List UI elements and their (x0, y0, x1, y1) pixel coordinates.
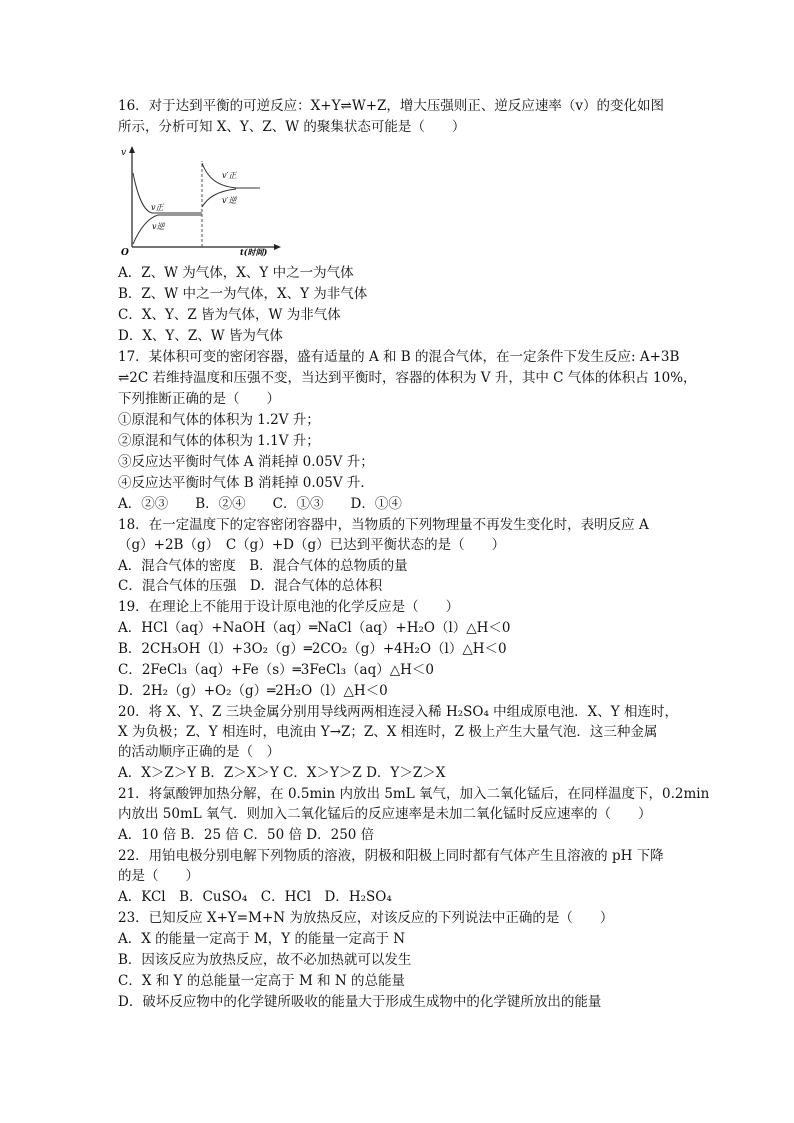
q22-stem-line-1: 22．用铂电极分别电解下列物质的溶液，阴极和阳极上同时都有气体产生且溶液的 pH 下降 (118, 848, 664, 864)
v-reverse-label: v逆 (152, 222, 165, 231)
q17-options: A．②③ B．②④ C．①③ D．①④ (118, 496, 402, 512)
q16-option-c: C．X、Y、Z 皆为气体，W 为非气体 (118, 307, 341, 323)
y-axis-label: v (121, 148, 127, 158)
q19-option-d: D．2H₂（g）+O₂（g）═2H₂O（l）△H＜0 (118, 683, 388, 699)
q19-option-a: A．HCl（aq）+NaOH（aq）═NaCl（aq）+H₂O（l）△H＜0 (118, 620, 511, 636)
q19-stem: 19．在理论上不能用于设计原电池的化学反应是（ ） (118, 599, 460, 615)
rate-time-graph (118, 143, 283, 258)
origin-label: O (121, 248, 129, 258)
q21-options: A．10 倍 B．25 倍 C．50 倍 D．250 倍 (118, 827, 375, 843)
q23-option-b: B．因该反应为放热反应，故不必加热就可以发生 (118, 952, 412, 968)
q19-option-b: B．2CH₃OH（l）+3O₂（g）═2CO₂（g）+4H₂O（l）△H＜0 (118, 641, 507, 657)
q17-item-2: ②原混和气体的体积为 1.1V 升； (118, 433, 320, 449)
q16-option-d: D．X、Y、Z、W 皆为气体 (118, 328, 283, 344)
v-reverse-curve (133, 215, 202, 244)
q16-stem-line-1: 16．对于达到平衡的可逆反应：X+Y⇌W+Z，增大压强则正、逆反应速率（v）的变化如图 (118, 98, 665, 114)
q23-option-c: C．X 和 Y 的总能量一定高于 M 和 N 的总能量 (118, 973, 406, 989)
q17-stem-line-3: 下列推断正确的是（ ） (118, 391, 280, 407)
q22-options: A．KCl B．CuSO₄ C．HCl D．H₂SO₄ (118, 889, 392, 905)
v-forward-curve (133, 173, 202, 213)
v-forward-label: v正 (151, 203, 164, 212)
q16-option-b: B．Z、W 中之一为气体，X、Y 为非气体 (118, 286, 368, 302)
q22-stem-line-2: 的是（ ） (118, 868, 199, 884)
q17-stem-line-2: ⇌2C 若维持温度和压强不变，当达到平衡时，容器的体积为 V 升，其中 C 气体的体积占 10%， (118, 370, 697, 386)
q19-option-c: C．2FeCl₃（aq）+Fe（s）═3FeCl₃（aq）△H＜0 (118, 662, 434, 678)
q16-stem-line-2: 所示，分析可知 X、Y、Z、W 的聚集状态可能是（ ） (118, 119, 466, 135)
q17-stem-line-1: 17．某体积可变的密闭容器，盛有适量的 A 和 B 的混合气体，在一定条件下发生反应: A+3B (118, 349, 680, 365)
q17-item-3: ③反应达平衡时气体 A 消耗掉 0.05V 升； (118, 454, 374, 470)
q20-options: A．X＞Z＞Y B．Z＞X＞Y C．X＞Y＞Z D．Y＞Z＞X (118, 765, 446, 781)
q18-stem-line-1: 18．在一定温度下的定容密闭容器中，当物质的下列物理量不再发生变化时，表明反应 A (118, 517, 649, 533)
q20-stem-line-3: 的活动顺序正确的是（ ） (118, 744, 280, 760)
v-forward-new-label: v′正 (222, 171, 237, 180)
x-axis-arrow (274, 244, 281, 250)
q18-stem-line-2: （g）+2B（g） C（g）+D（g）已达到平衡状态的是（ ） (118, 537, 506, 553)
q16-option-a: A．Z、W 为气体，X、Y 中之一为气体 (118, 265, 354, 281)
q18-option-ab: A．混合气体的密度 B．混合气体的总物质的量 (118, 558, 408, 574)
x-axis-label: t(时间) (240, 247, 268, 257)
y-axis-arrow (129, 146, 135, 153)
q21-stem-line-1: 21．将氯酸钾加热分解，在 0.5min 内放出 5mL 氧气，加入二氧化锰后，在同样温度下，0.2min (118, 786, 710, 802)
q20-stem-line-1: 20．将 X、Y、Z 三块金属分别用导线两两相连浸入稀 H₂SO₄ 中组成原电池．X、Y 相连时， (118, 704, 678, 720)
q23-option-a: A．X 的能量一定高于 M，Y 的能量一定高于 N (118, 931, 406, 947)
q18-option-cd: C．混合气体的压强 D．混合气体的总体积 (118, 578, 383, 594)
q21-stem-line-2: 内放出 50mL 氧气．则加入二氧化锰后的反应速率是未加二氧化锰时反应速率的（ ） (118, 806, 652, 822)
q23-stem: 23．已知反应 X+Y=M+N 为放热反应，对该反应的下列说法中正确的是（ ） (118, 910, 614, 926)
q20-stem-line-2: X 为负极；Z、Y 相连时，电流由 Y→Z；Z、X 相连时，Z 极上产生大量气泡．这三种金属 (118, 724, 658, 740)
v-reverse-new-label: v′逆 (222, 196, 237, 205)
q17-item-1: ①原混和气体的体积为 1.2V 升； (118, 412, 320, 428)
q17-item-4: ④反应达平衡时气体 B 消耗掉 0.05V 升． (118, 475, 374, 491)
q23-option-d: D．破坏反应物中的化学键所吸收的能量大于形成生成物中的化学键所放出的能量 (118, 994, 602, 1010)
